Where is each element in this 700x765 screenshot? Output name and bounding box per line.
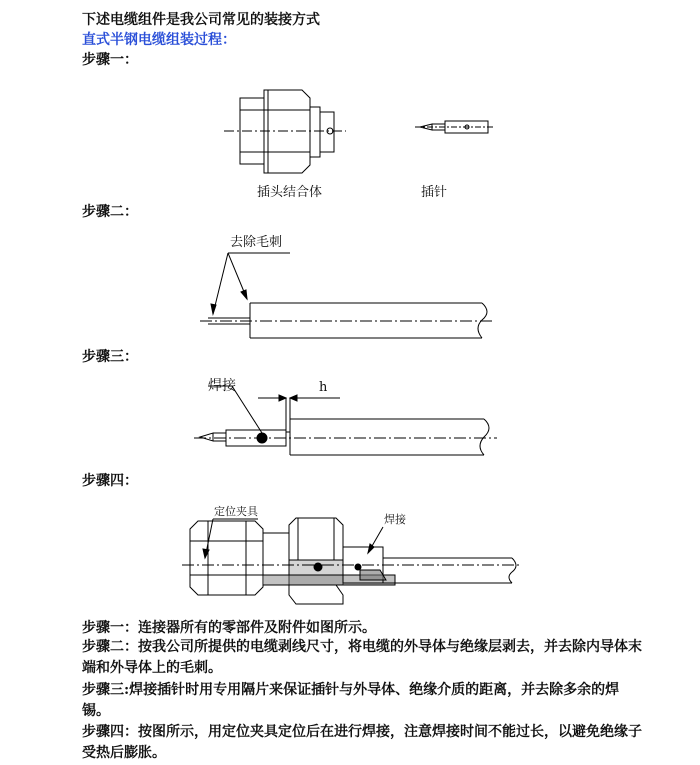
label-weld-2: 焊接 (384, 513, 406, 526)
pin-weld-drawing (194, 386, 497, 455)
step4-heading: 步骤四： (82, 473, 138, 489)
label-h: h (319, 380, 328, 395)
step2-heading: 步骤二： (82, 204, 138, 220)
fixture-weld-drawing (182, 518, 522, 604)
caption-pin: 插针 (421, 185, 448, 200)
instruction-step2: 步骤二：按我公司所提供的电缆剥线尺寸，将电缆的外导体与绝缘层剥去，并去除内导体末端和外导体上的毛刺。 (82, 639, 642, 676)
instruction-step1: 步骤一：连接器所有的零部件及附件如图所示。 (82, 620, 376, 636)
cable-strip-drawing (200, 253, 495, 338)
plug-assembly-drawing (224, 90, 346, 173)
instruction-step4: 步骤四：按图所示，用定位夹具定位后在进行焊接，注意焊接时间不能过长，以避免绝缘子受热后膨胀。 (82, 724, 642, 761)
instruction-step3: 步骤三:焊接插针时用专用隔片来保证插针与外导体、绝缘介质的距离，并去除多余的焊锡。 (82, 682, 620, 719)
page-title: 下述电缆组件是我公司常见的装接方式 (82, 12, 320, 28)
page-subtitle: 直式半钢电缆组装过程： (82, 32, 236, 48)
pin-drawing (415, 121, 495, 133)
step1-heading: 步骤一： (82, 52, 138, 68)
caption-plug-assembly: 插头结合体 (257, 185, 323, 200)
label-deburr: 去除毛刺 (230, 235, 283, 250)
label-fixture: 定位夹具 (214, 505, 258, 518)
label-weld: 焊接 (208, 378, 236, 394)
step3-heading: 步骤三： (82, 349, 138, 365)
